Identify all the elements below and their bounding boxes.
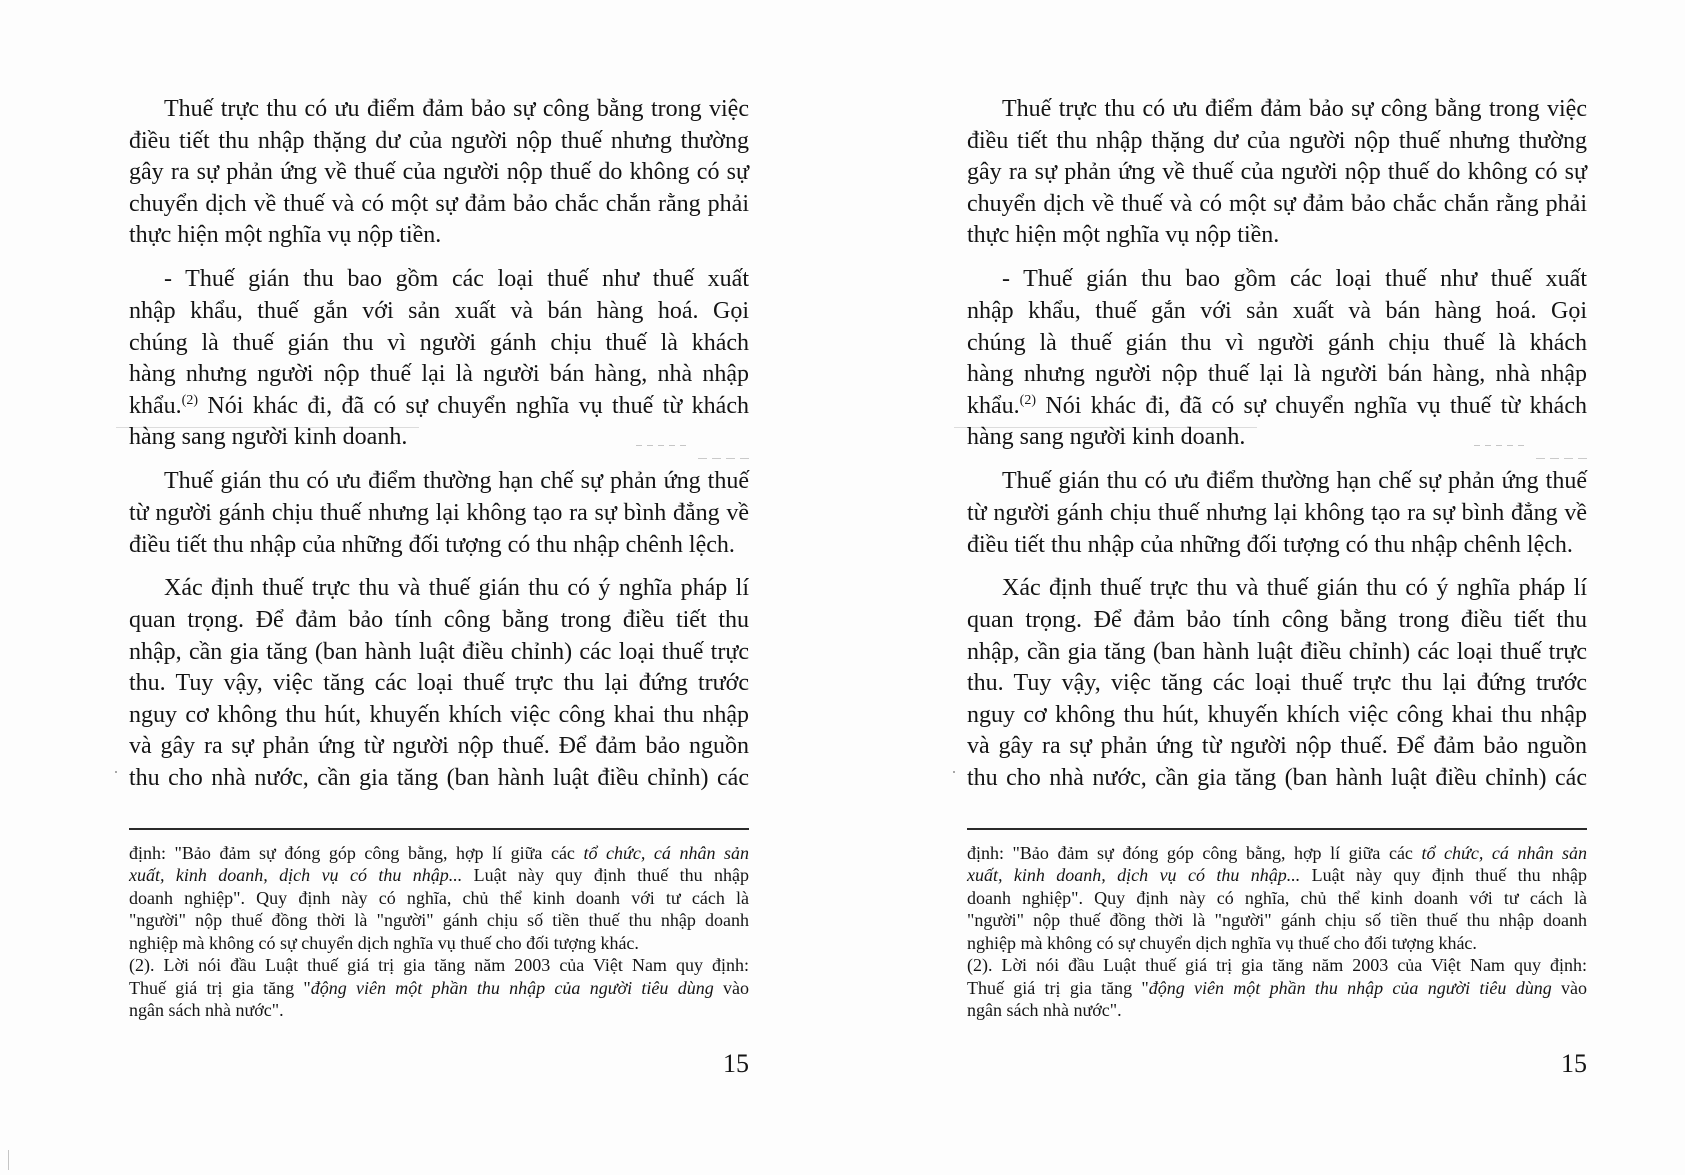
text-line: nghiệp mà không có sự chuyển dịch nghĩa vụ thuế cho đối tượng khác.: [967, 932, 1477, 953]
page-number: 15: [723, 1049, 749, 1078]
text-line: nhập, cần gia tăng (ban hành luật điều chỉnh) các loại thuế trực: [967, 638, 1587, 665]
text-segment: Luật này quy định thuế thu nhập: [1300, 865, 1587, 886]
text-line: (2). Lời nói đầu Luật thuế giá trị gia tăng năm 2003 của Việt Nam quy định:: [129, 955, 749, 976]
text-segment: định: "Bảo đảm sự đóng góp công bằng, hợp lí giữa các: [129, 843, 584, 863]
text-line: Xác định thuế trực thu và thuế gián thu có ý nghĩa pháp lí: [1002, 575, 1587, 602]
text-segment: Luật này quy định thuế thu nhập: [462, 865, 749, 886]
page-number: 15: [1561, 1049, 1587, 1078]
text-line: "người" nộp thuế đồng thời là "người" gánh chịu số tiền thuế thu nhập doanh: [967, 910, 1587, 931]
text-line: doanh nghiệp". Quy định này có nghĩa, chủ thể kinh doanh với tư cách là: [129, 887, 749, 908]
text-line: điều tiết thu nhập của những đối tượng có thu nhập chênh lệch.: [129, 531, 735, 558]
text-line: Thuế trực thu có ưu điểm đảm bảo sự công bằng trong việc: [1002, 96, 1587, 122]
text-line: - Thuế gián thu bao gồm các loại thuế như thuế xuất: [164, 266, 749, 293]
footnote-rule: [129, 828, 749, 830]
footnote-reference: (2): [181, 392, 198, 408]
footnote-reference: (2): [1019, 392, 1036, 408]
text-line: nhập khẩu, thuế gắn với sản xuất và bán hàng hoá. Gọi: [129, 297, 749, 324]
text-line: Thuế trực thu có ưu điểm đảm bảo sự công bằng trong việc: [164, 96, 749, 122]
text-line: Thuế gián thu có ưu điểm thường hạn chế sự phản ứng thuế: [1002, 468, 1587, 495]
page-right: [842, 0, 1685, 1175]
footnotes: [967, 842, 1587, 1022]
text-line: doanh nghiệp". Quy định này có nghĩa, chủ thể kinh doanh với tư cách là: [967, 887, 1587, 908]
text-line: chúng là thuế gián thu vì người gánh chịu thuế là khách: [967, 329, 1587, 356]
scan-artifact: [636, 445, 688, 446]
scan-artifact: [953, 771, 955, 773]
paragraph: [967, 264, 1587, 454]
text-line: thu cho nhà nước, cần gia tăng (ban hành luật điều chỉnh) các: [967, 765, 1587, 792]
text-line: [129, 864, 749, 886]
text-line: thu. Tuy vậy, việc tăng các loại thuế trực thu lại đứng trước: [967, 670, 1587, 697]
paragraph: [129, 264, 749, 454]
paragraph: [967, 94, 1587, 252]
text-line: chuyển dịch về thuế và có một sự đảm bảo chắc chắn rằng phải: [129, 190, 749, 217]
text-line: hàng nhưng người nộp thuế lại là người bán hàng, nhà nhập: [967, 361, 1587, 388]
scan-artifact: [8, 1150, 9, 1170]
footnote: [129, 842, 749, 954]
text-segment: khẩu.: [967, 392, 1020, 419]
text-line: điều tiết thu nhập thặng dư của người nộp thuế nhưng thường: [129, 127, 749, 154]
text-line: thu cho nhà nước, cần gia tăng (ban hành luật điều chỉnh) các: [129, 765, 749, 792]
page-content: [129, 0, 749, 1175]
paragraph: [129, 466, 749, 561]
text-line: gây ra sự phản ứng về thuế của người nộp thuế do không có sự: [129, 159, 749, 186]
text-segment: vào: [1551, 977, 1587, 998]
text-line: hàng sang người kinh doanh.: [967, 424, 1246, 451]
paragraph: [967, 466, 1587, 561]
text-line: - Thuế gián thu bao gồm các loại thuế như thuế xuất: [1002, 266, 1587, 293]
italic-text: tổ chức, cá nhân sản: [583, 843, 749, 863]
text-line: gây ra sự phản ứng về thuế của người nộp thuế do không có sự: [967, 159, 1587, 186]
text-line: chuyển dịch về thuế và có một sự đảm bảo chắc chắn rằng phải: [967, 190, 1587, 217]
italic-text: xuất, kinh doanh, dịch vụ có thu nhập...: [967, 865, 1301, 886]
scan-artifact: [698, 458, 752, 459]
text-segment: Thuế giá trị gia tăng ": [129, 977, 311, 998]
page-content: [967, 0, 1587, 1175]
text-line: [967, 842, 1587, 864]
text-line: nhập, cần gia tăng (ban hành luật điều chỉnh) các loại thuế trực: [129, 638, 749, 665]
footnote: [967, 954, 1587, 1021]
text-segment: Nói khác đi, đã có sự chuyển nghĩa vụ thuế từ khách: [1035, 392, 1587, 419]
text-line: "người" nộp thuế đồng thời là "người" gánh chịu số tiền thuế thu nhập doanh: [129, 910, 749, 931]
text-line: thực hiện một nghĩa vụ nộp tiền.: [967, 222, 1280, 249]
text-segment: khẩu.: [129, 392, 182, 419]
text-line: hàng sang người kinh doanh.: [129, 424, 408, 451]
text-segment: vào: [713, 977, 749, 998]
italic-text: tổ chức, cá nhân sản: [1421, 843, 1587, 863]
text-segment: định: "Bảo đảm sự đóng góp công bằng, hợp lí giữa các: [967, 843, 1422, 863]
footnote: [129, 954, 749, 1021]
page-left: [0, 0, 842, 1175]
scan-artifact: [954, 427, 1257, 428]
text-line: nguy cơ không thu hút, khuyến khích việc công khai thu nhập: [967, 701, 1587, 728]
scan-artifact: [1474, 445, 1526, 446]
italic-text: xuất, kinh doanh, dịch vụ có thu nhập...: [129, 865, 463, 886]
text-line: (2). Lời nói đầu Luật thuế giá trị gia tăng năm 2003 của Việt Nam quy định:: [967, 955, 1587, 976]
text-line: từ người gánh chịu thuế nhưng lại không tạo ra sự bình đẳng về: [967, 499, 1587, 526]
text-line: [967, 391, 1587, 423]
text-line: [129, 977, 749, 999]
italic-text: động viên một phần thu nhập của người tiêu dùng: [1148, 977, 1552, 998]
scan-artifact: [116, 427, 419, 428]
text-line: [967, 977, 1587, 999]
footnotes: [129, 842, 749, 1022]
text-line: nguy cơ không thu hút, khuyến khích việc công khai thu nhập: [129, 701, 749, 728]
paragraph: [129, 94, 749, 252]
text-line: ngân sách nhà nước".: [129, 1000, 284, 1021]
paragraph: [129, 573, 749, 794]
scan-artifact: [115, 771, 117, 773]
scan-artifact: [1536, 458, 1590, 459]
text-line: [129, 391, 749, 423]
text-line: điều tiết thu nhập thặng dư của người nộp thuế nhưng thường: [967, 127, 1587, 154]
text-line: điều tiết thu nhập của những đối tượng có thu nhập chênh lệch.: [967, 531, 1573, 558]
paragraph: [967, 573, 1587, 794]
text-line: hàng nhưng người nộp thuế lại là người bán hàng, nhà nhập: [129, 361, 749, 388]
footnote: [967, 842, 1587, 954]
text-line: [967, 864, 1587, 886]
text-line: quan trọng. Để đảm bảo tính công bằng trong điều tiết thu: [129, 607, 749, 634]
text-line: ngân sách nhà nước".: [967, 1000, 1122, 1021]
text-line: nhập khẩu, thuế gắn với sản xuất và bán hàng hoá. Gọi: [967, 297, 1587, 324]
text-line: và gây ra sự phản ứng từ người nộp thuế. Để đảm bảo nguồn: [967, 733, 1587, 760]
text-segment: Thuế giá trị gia tăng ": [967, 977, 1149, 998]
text-line: và gây ra sự phản ứng từ người nộp thuế. Để đảm bảo nguồn: [129, 733, 749, 760]
footnote-rule: [967, 828, 1587, 830]
text-line: chúng là thuế gián thu vì người gánh chịu thuế là khách: [129, 329, 749, 356]
text-line: nghiệp mà không có sự chuyển dịch nghĩa vụ thuế cho đối tượng khác.: [129, 932, 639, 953]
text-line: [129, 842, 749, 864]
italic-text: động viên một phần thu nhập của người tiêu dùng: [310, 977, 714, 998]
text-line: Xác định thuế trực thu và thuế gián thu có ý nghĩa pháp lí: [164, 575, 749, 602]
text-segment: Nói khác đi, đã có sự chuyển nghĩa vụ thuế từ khách: [197, 392, 749, 419]
text-line: Thuế gián thu có ưu điểm thường hạn chế sự phản ứng thuế: [164, 468, 749, 495]
text-line: từ người gánh chịu thuế nhưng lại không tạo ra sự bình đẳng về: [129, 499, 749, 526]
text-line: quan trọng. Để đảm bảo tính công bằng trong điều tiết thu: [967, 607, 1587, 634]
text-line: thực hiện một nghĩa vụ nộp tiền.: [129, 222, 442, 249]
text-line: thu. Tuy vậy, việc tăng các loại thuế trực thu lại đứng trước: [129, 670, 749, 697]
